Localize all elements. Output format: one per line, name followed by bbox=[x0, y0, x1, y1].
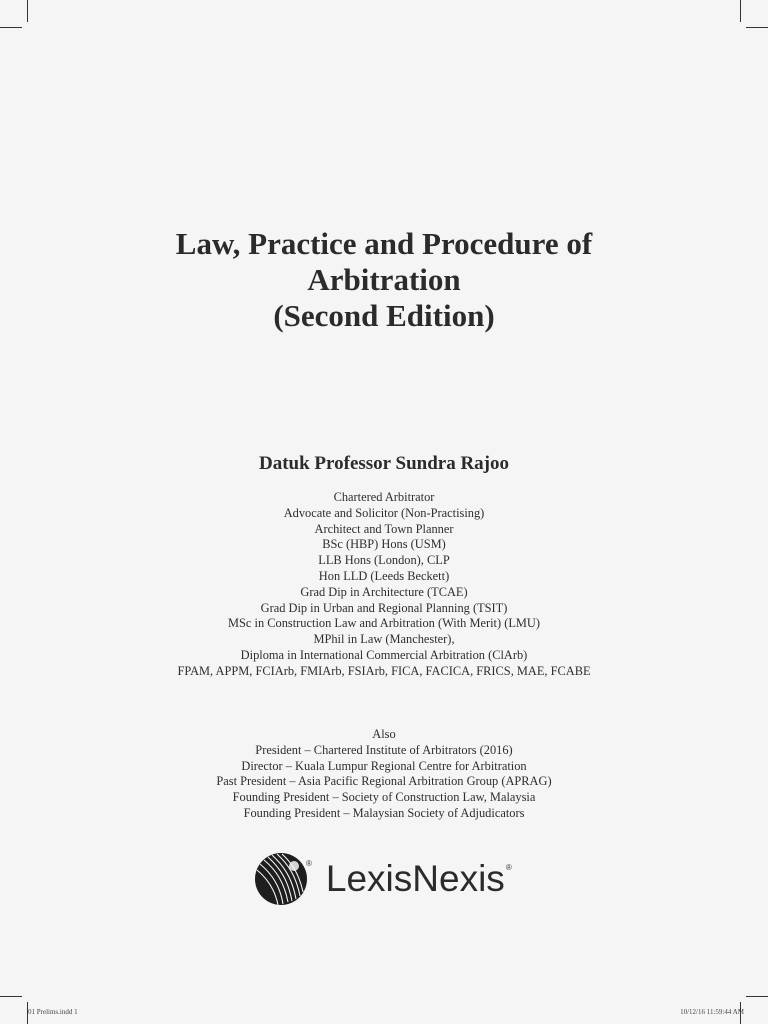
credential-item: BSc (HBP) Hons (USM) bbox=[322, 537, 446, 552]
registered-mark: ® bbox=[306, 858, 312, 868]
crop-mark bbox=[740, 0, 741, 22]
credential-item: Advocate and Solicitor (Non-Practising) bbox=[283, 505, 485, 520]
crop-mark bbox=[746, 996, 768, 997]
credential-item: Hon LLD (Leeds Beckett) bbox=[318, 568, 450, 583]
print-timestamp: 10/12/16 11:59:44 AM bbox=[680, 1008, 744, 1016]
position-item: President – Chartered Institute of Arbitrators (2016) bbox=[255, 742, 513, 757]
book-title-line: Law, Practice and Procedure of bbox=[175, 226, 593, 261]
book-title-line: Arbitration bbox=[307, 262, 461, 297]
author-name: Datuk Professor Sundra Rajoo bbox=[258, 453, 509, 474]
print-file-label: 01 Prelims.indd 1 bbox=[28, 1008, 78, 1016]
credential-item: Architect and Town Planner bbox=[314, 521, 454, 536]
crop-mark bbox=[0, 27, 22, 28]
book-title-line: (Second Edition) bbox=[273, 298, 495, 333]
credential-item: FPAM, APPM, FCIArb, FMIArb, FSIArb, FICA, FACICA, FRICS, MAE, FCABE bbox=[177, 663, 591, 678]
credential-item: Chartered Arbitrator bbox=[333, 490, 435, 504]
book-title bbox=[0, 226, 768, 334]
positions-heading: Also bbox=[372, 727, 396, 741]
publisher-name: LexisNexis bbox=[325, 858, 505, 899]
credential-item: Grad Dip in Architecture (TCAE) bbox=[300, 584, 468, 599]
credential-item: Grad Dip in Urban and Regional Planning (TSIT) bbox=[260, 600, 508, 615]
credential-item: LLB Hons (London), CLP bbox=[318, 553, 450, 568]
credential-item: MPhil in Law (Manchester), bbox=[313, 632, 455, 647]
position-item: Past President – Asia Pacific Regional Arbitration Group (APRAG) bbox=[216, 774, 552, 789]
registered-mark: ® bbox=[505, 862, 512, 872]
crop-mark bbox=[0, 996, 22, 997]
position-item: Director – Kuala Lumpur Regional Centre for Arbitration bbox=[241, 758, 527, 773]
credentials-list bbox=[0, 490, 768, 680]
position-item: Founding President – Malaysian Society of Adjudicators bbox=[243, 805, 525, 820]
credential-item: Diploma in International Commercial Arbitration (ClArb) bbox=[240, 647, 528, 662]
crop-mark bbox=[746, 27, 768, 28]
publisher-logo bbox=[254, 851, 512, 907]
credential-item: MSc in Construction Law and Arbitration (With Merit) (LMU) bbox=[228, 616, 540, 631]
positions-list bbox=[0, 727, 768, 822]
position-item: Founding President – Society of Construction Law, Malaysia bbox=[232, 790, 536, 805]
crop-mark bbox=[27, 0, 28, 22]
lexisnexis-globe-icon bbox=[254, 852, 308, 906]
